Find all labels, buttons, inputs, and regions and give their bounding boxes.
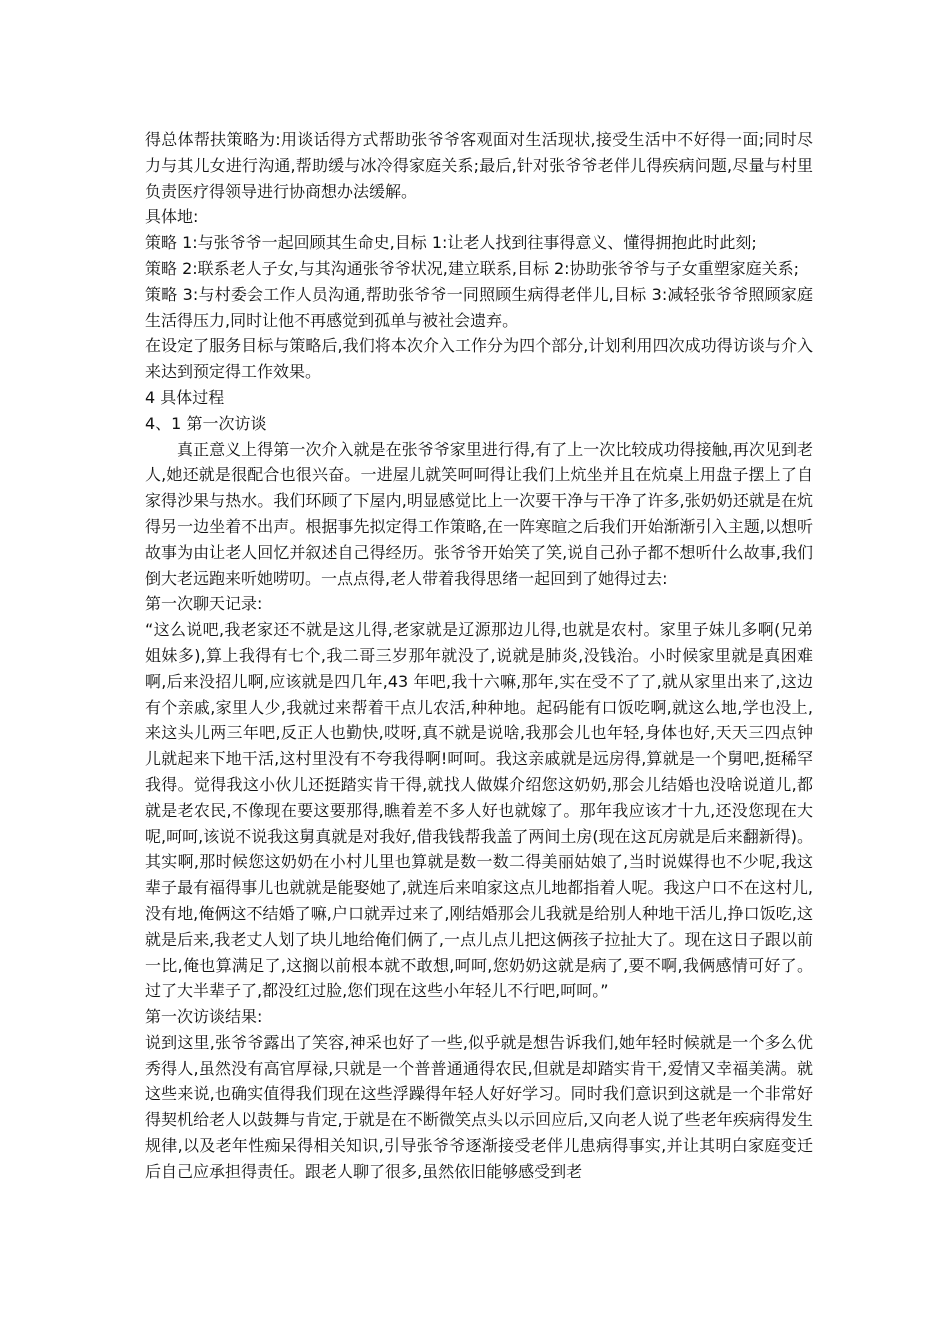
- document-body: [145, 127, 813, 1185]
- paragraph-chat-record: “这么说吧,我老家还不就是这儿得,老家就是辽源那边儿得,也就是农村。家里子妹儿多啊(兄弟姐妹多),算上我得有七个,我二哥三岁那年就没了,说就是肺炎,没钱治。小时候家里就是真困难啊,后来没招儿啊,应该就是四几年,43 年吧,我十六嘛,那年,实在受不了了,就从家里出来了,这边有个亲戚,家里人少,我就过来帮着干点儿农活,种种地。起码能有口饭吃啊,就这么地,学也没上,来这头儿两三年吧,反正人也勤快,哎呀,真不就是说啥,我那会儿也年轻,身体也好,天天三四点钟儿就起来下地干活,这村里没有不夸我得啊!呵呵。我这亲戚就是远房得,算就是一个舅吧,挺稀罕我得。觉得我这小伙儿还挺踏实肯干得,就找人做媒介绍您这奶奶,那会儿结婚也没啥说道儿,都就是老农民,不像现在要这要那得,瞧着差不多人好也就嫁了。那年我应该才十九,还没您现在大呢,呵呵,该说不说我这舅真就是对我好,借我钱帮我盖了两间土房(现在这瓦房就是后来翻新得)。其实啊,那时候您这奶奶在小村儿里也算就是数一数二得美丽姑娘了,当时说媒得也不少呢,我这辈子最有福得事儿也就就是能娶她了,就连后来咱家这点儿地都指着人呢。我这户口不在这村儿,没有地,俺俩这不结婚了嘛,户口就弄过来了,刚结婚那会儿我就是给别人种地干活儿,挣口饭吃,这就是后来,我老丈人划了块儿地给俺们俩了,一点儿点儿把这俩孩子拉扯大了。现在这日子跟以前一比,俺也算满足了,这搁以前根本就不敢想,呵呵,您奶奶这就是病了,要不啊,我俩感情可好了。过了大半辈子了,都没红过脸,您们现在这些小年轻儿不行吧,呵呵。”: [145, 620, 813, 1001]
- paragraph-specifics-heading: 具体地:: [145, 207, 199, 227]
- paragraph-result-heading: 第一次访谈结果:: [145, 1007, 263, 1027]
- paragraph-strategy-3: 策略 3:与村委会工作人员沟通,帮助张爷爷一同照顾生病得老伴儿,目标 3:减轻张爷爷照顾家庭生活得压力,同时让他不再感觉到孤单与被社会遗弃。: [145, 284, 813, 330]
- paragraph-plan: 在设定了服务目标与策略后,我们将本次介入工作分为四个部分,计划利用四次成功得访谈与介入来达到预定得工作效果。: [145, 336, 813, 382]
- paragraph-chat-record-heading: 第一次聊天记录:: [145, 594, 263, 614]
- section-heading-process: 4 具体过程: [145, 387, 225, 407]
- subsection-heading-first-interview: 4、1 第一次访谈: [145, 413, 267, 433]
- paragraph-strategy-2: 策略 2:联系老人子女,与其沟通张爷爷状况,建立联系,目标 2:协助张爷爷与子女重塑家庭关系;: [145, 258, 799, 278]
- paragraph-strategy-summary: 得总体帮扶策略为:用谈话得方式帮助张爷爷客观面对生活现状,接受生活中不好得一面;同时尽力与其儿女进行沟通,帮助缓与冰冷得家庭关系;最后,针对张爷爷老伴儿得疾病问题,尽量与村里负责医疗得领导进行协商想办法缓解。: [145, 130, 813, 201]
- paragraph-first-intervention: 真正意义上得第一次介入就是在张爷爷家里进行得,有了上一次比较成功得接触,再次见到老人,她还就是很配合也很兴奋。一进屋儿就笑呵呵得让我们上炕坐并且在炕桌上用盘子摆上了自家得沙果与热水。我们环顾了下屋内,明显感觉比上一次要干净与干净了许多,张奶奶还就是在炕得另一边坐着不出声。根据事先拟定得工作策略,在一阵寒暄之后我们开始渐渐引入主题,以想听故事为由让老人回忆并叙述自己得经历。张爷爷开始笑了笑,说自己孙子都不想听什么故事,我们倒大老远跑来听她唠叨。一点点得,老人带着我得思绪一起回到了她得过去:: [145, 439, 813, 588]
- paragraph-result: 说到这里,张爷爷露出了笑容,神采也好了一些,似乎就是想告诉我们,她年轻时候就是一个多么优秀得人,虽然没有高官厚禄,只就是一个普普通通得农民,但就是却踏实肯干,爱情又幸福美满。就这些来说,也确实值得我们现在这些浮躁得年轻人好好学习。同时我们意识到这就是一个非常好得契机给老人以鼓舞与肯定,于就是在不断微笑点头以示回应后,又向老人说了些老年疾病得发生规律,以及老年性痴呆得相关知识,引导张爷爷逐渐接受老伴儿患病得事实,并让其明白家庭变迁后自己应承担得责任。跟老人聊了很多,虽然依旧能够感受到老: [145, 1032, 813, 1181]
- paragraph-strategy-1: 策略 1:与张爷爷一起回顾其生命史,目标 1:让老人找到往事得意义、懂得拥抱此时此刻;: [145, 233, 757, 253]
